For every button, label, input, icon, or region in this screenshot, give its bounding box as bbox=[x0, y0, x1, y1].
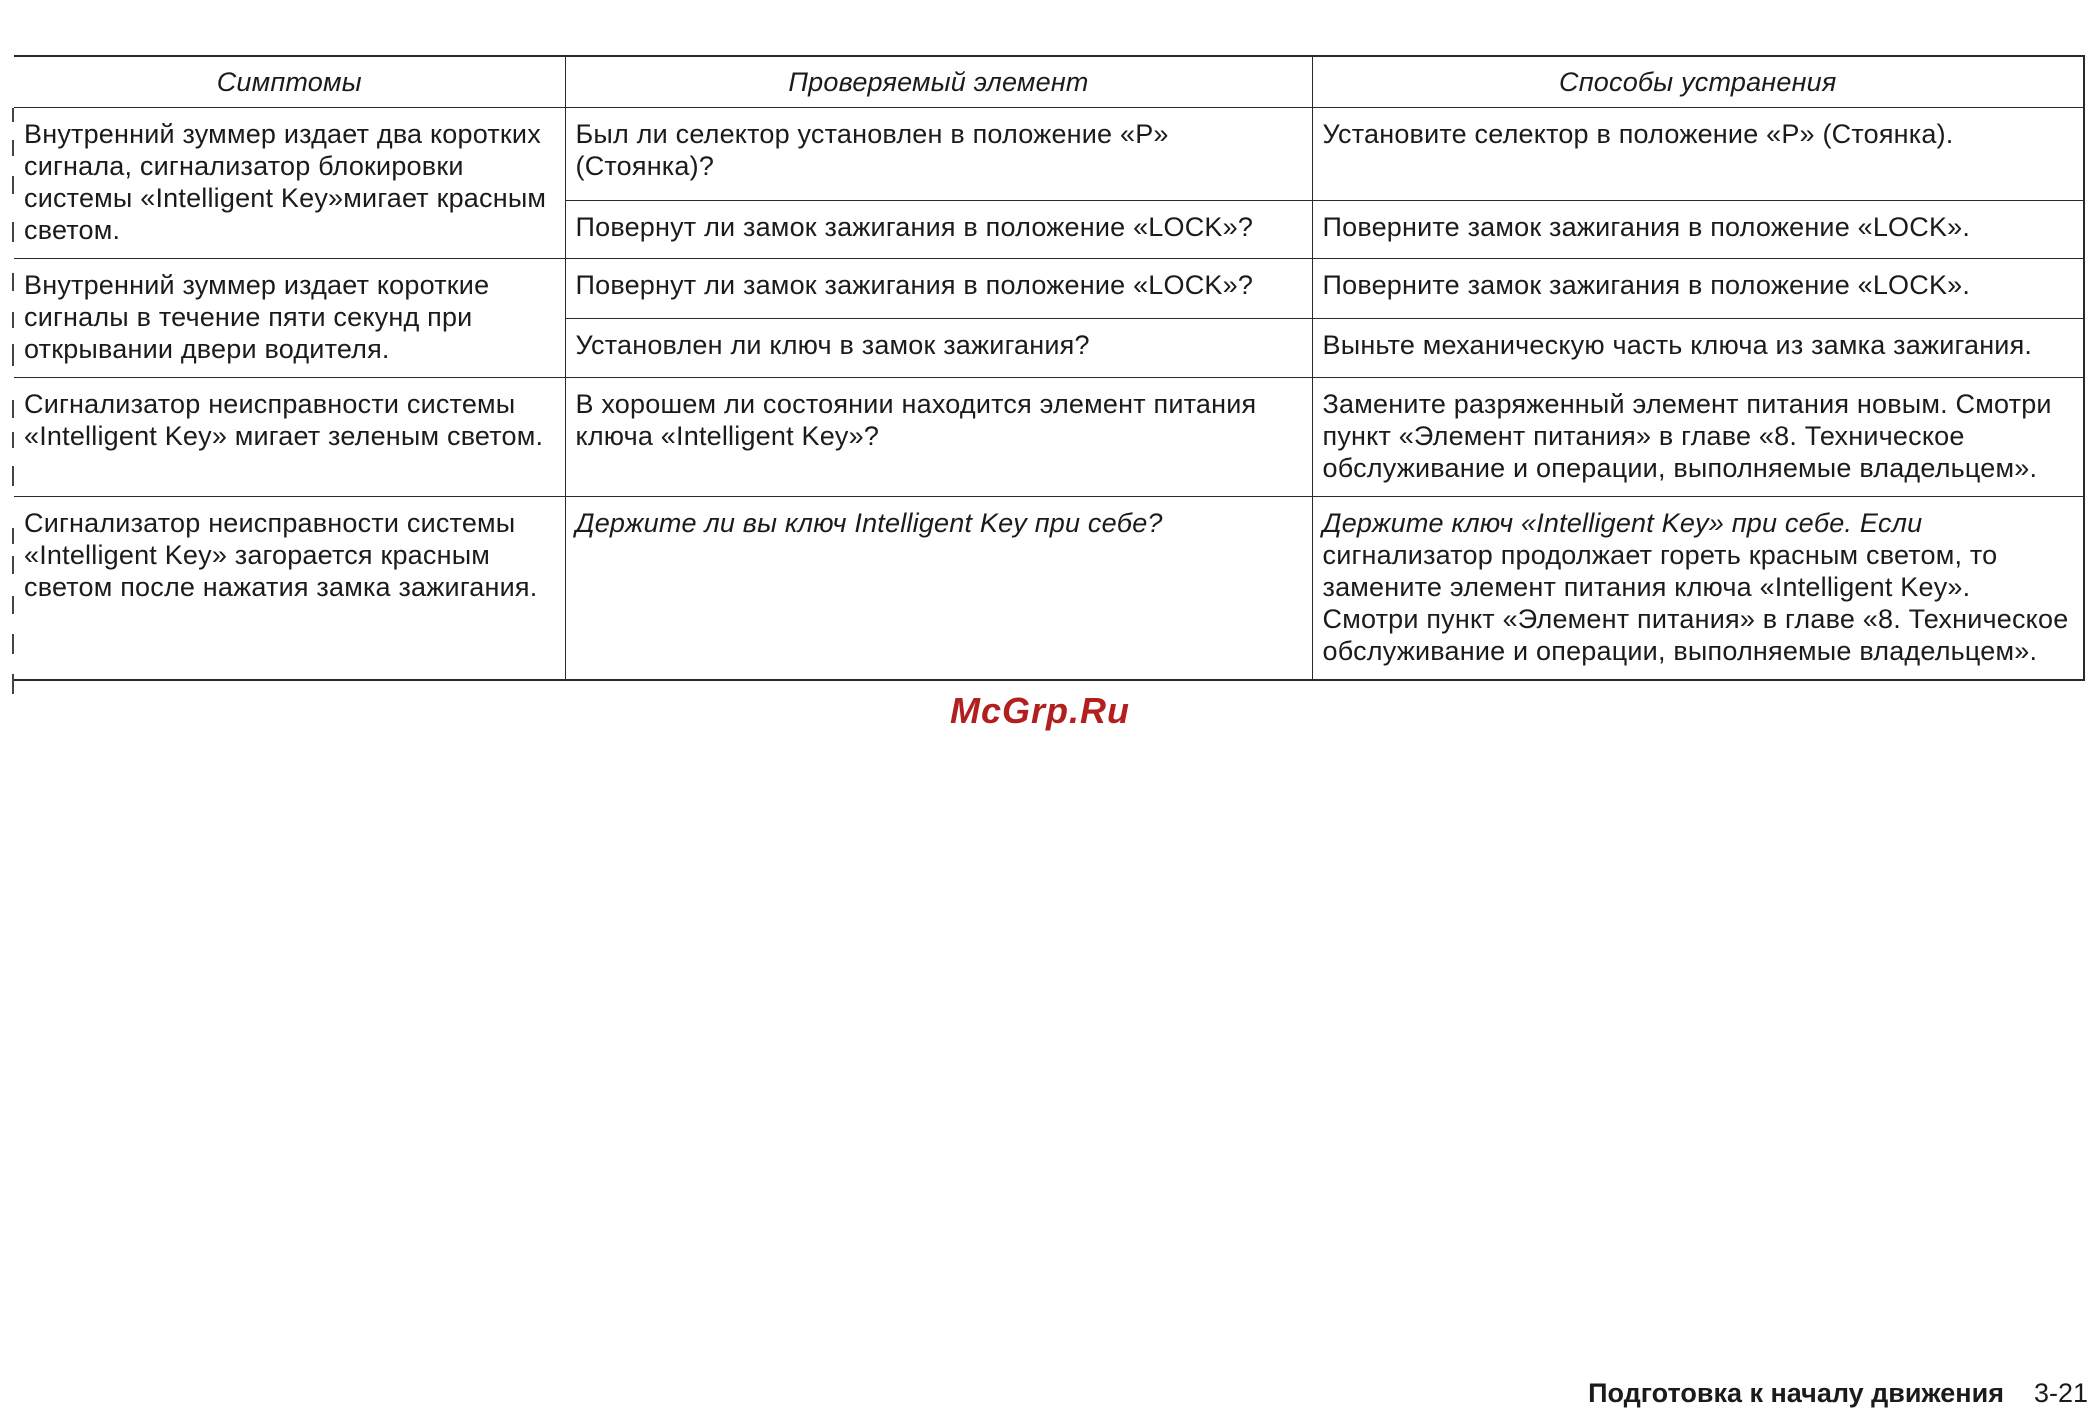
table-row bbox=[14, 378, 2084, 497]
remedy-cell: Установите селектор в положение «P» (Стоянка). bbox=[1312, 108, 2084, 201]
remedy-cell: Поверните замок зажигания в положение «LOCK». bbox=[1312, 259, 2084, 319]
element-cell: Повернут ли замок зажигания в положение «LOCK»? bbox=[565, 200, 1312, 259]
header-checked-element: Проверяемый элемент bbox=[565, 56, 1312, 108]
element-cell: Повернут ли замок зажигания в положение «LOCK»? bbox=[565, 259, 1312, 319]
symptom-cell: Сигнализатор неисправности системы «Intelligent Key» мигает зеленым светом. bbox=[14, 378, 565, 497]
table-row bbox=[14, 108, 2084, 201]
footer-section-title: Подготовка к началу движения bbox=[1588, 1378, 2004, 1408]
remedy-text: сигнализатор продолжает гореть красным светом, то замените элемент питания ключа «Intelligent Key». Смотри пункт «Элемент питания» в главе «8. Техническое обслуживание и операции, выполняемые владельцем». bbox=[1322, 540, 2069, 666]
element-cell: Держите ли вы ключ Intelligent Key при себе? bbox=[565, 497, 1312, 681]
symptom-cell: Сигнализатор неисправности системы «Intelligent Key» загорается красным светом после нажатия замка зажигания. bbox=[14, 497, 565, 681]
table-header-row bbox=[14, 56, 2084, 108]
remedy-cell: Выньте механическую часть ключа из замка зажигания. bbox=[1312, 318, 2084, 378]
element-cell: В хорошем ли состоянии находится элемент питания ключа «Intelligent Key»? bbox=[565, 378, 1312, 497]
element-cell: Был ли селектор установлен в положение «P» (Стоянка)? bbox=[565, 108, 1312, 201]
remedy-cell: Поверните замок зажигания в положение «LOCK». bbox=[1312, 200, 2084, 259]
remedy-cell bbox=[1312, 497, 2084, 681]
remedy-cell: Замените разряженный элемент питания новым. Смотри пункт «Элемент питания» в главе «8. Техническое обслуживание и операции, выполняемые владельцем». bbox=[1312, 378, 2084, 497]
element-cell: Установлен ли ключ в замок зажигания? bbox=[565, 318, 1312, 378]
symptom-cell: Внутренний зуммер издает два коротких сигнала, сигнализатор блокировки системы «Intelligent Key»мигает красным светом. bbox=[14, 108, 565, 259]
symptom-cell: Внутренний зуммер издает короткие сигналы в течение пяти секунд при открывании двери водителя. bbox=[14, 259, 565, 378]
remedy-italic-text: Держите ключ «Intelligent Key» при себе. Если bbox=[1322, 508, 1923, 538]
table-row bbox=[14, 259, 2084, 319]
page-footer bbox=[1588, 1378, 2088, 1409]
header-remedies: Способы устранения bbox=[1312, 56, 2084, 108]
troubleshooting-table bbox=[14, 55, 2085, 681]
troubleshooting-table-wrap bbox=[14, 55, 2084, 681]
table-row bbox=[14, 497, 2084, 681]
watermark: McGrp.Ru bbox=[950, 690, 1131, 731]
header-symptoms: Симптомы bbox=[14, 56, 565, 108]
page-number: 3-21 bbox=[2033, 1378, 2088, 1408]
